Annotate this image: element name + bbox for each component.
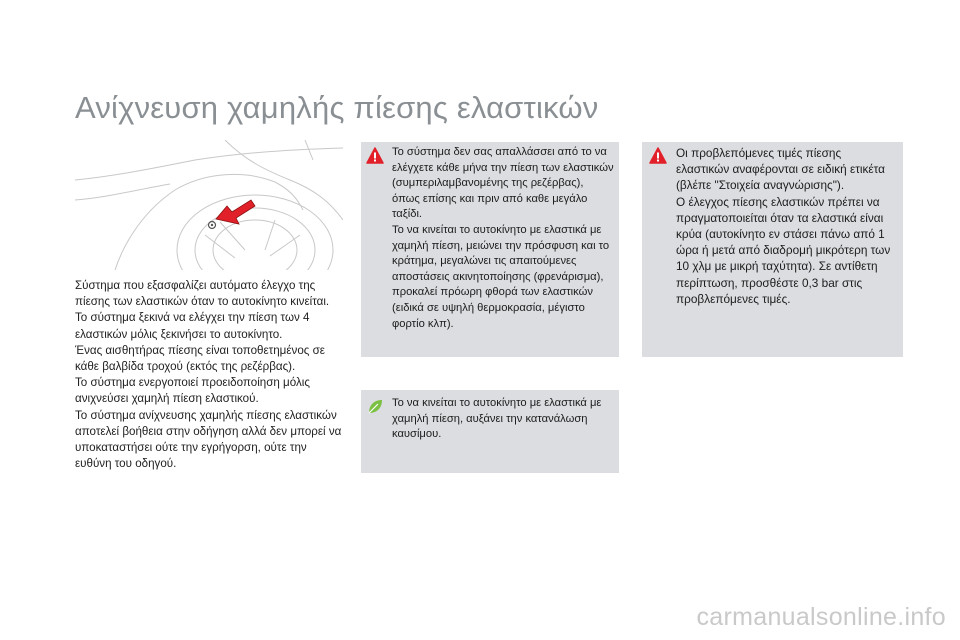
warning-exclamation-icon [366,147,384,165]
watermark: carmanualsonline.info [696,603,946,631]
intro-paragraph: Το σύστημα ενεργοποιεί προειδοποίηση μόλις ανιχνεύσει χαμηλή πίεση ελαστικού. [75,376,310,406]
warning-paragraph: Το να κινείται το αυτοκίνητο με ελαστικά με χαμηλή πίεση, μειώνει την πρόσφυση και το κράτημα, μεγαλώνει τις απαιτούμενες αποστάσεις ακινητοποίησης (φρενάρισμα), προκαλεί πρόωρη φθορά των ελαστικών (ειδικά σε υψηλή θερμοκρασία, μέγιστο φορτίο κλπ). [392,223,610,330]
eco-paragraph: Το να κινείται το αυτοκίνητο με ελαστικά με χαμηλή πίεση, αυξάνει την κατανάλωση καυσίμου. [392,397,602,441]
warning-paragraph: Ο έλεγχος πίεσης ελαστικών πρέπει να πραγματοποιείται όταν τα ελαστικά είναι κρύα (αυτοκίνητο εν στάσει πάνω από 1 ώρα ή μετά από διαδρομή μικρότερη των 10 χλμ με μικρή ταχύτητα). Σε αντίθετη περίπτωση, προσθέστε 0,3 bar στις προβλεπόμενες τιμές. [676,194,891,306]
warning-paragraph: Οι προβλεπόμενες τιμές πίεσης ελαστικών αναφέρονται σε ειδική ετικέτα (βλέπε "Στοιχεία αναγνώρισης"). [676,146,885,193]
intro-paragraph: Σύστημα που εξασφαλίζει αυτόματο έλεγχο της πίεσης των ελαστικών όταν το αυτοκίνητο κινείται. [75,279,330,309]
warning-paragraph: Το σύστημα δεν σας απαλλάσσει από το να ελέγχετε κάθε μήνα την πίεση των ελαστικών (συμπεριλαμβανομένης της ρεζέρβας), όπως επίσης και πριν από καθε μεγάλο ταξίδι. [392,146,614,221]
intro-text [75,278,345,472]
intro-paragraph: Το σύστημα ξεκινά να ελέγχει την πίεση των 4 ελαστικών μόλις ξεκινήσει το αυτοκίνητο. [75,311,310,341]
eco-leaf-icon [366,398,384,416]
warning-box-1-text [392,145,614,332]
page-title: Ανίχνευση χαμηλής πίεσης ελαστικών [75,90,599,125]
warning-exclamation-icon [649,147,667,165]
tire-valve-illustration [75,140,343,270]
intro-paragraph: Το σύστημα ανίχνευσης χαμηλής πίεσης ελαστικών αποτελεί βοήθεια στην οδήγηση αλλά δεν μπορεί να υποκαταστήσει ούτε την εγρήγορση, ούτε την ευθύνη του οδηγού. [75,408,342,471]
warning-box-2-text [676,145,891,307]
intro-paragraph: Ένας αισθητήρας πίεσης είναι τοποθετημένος σε κάθε βαλβίδα τροχού (εκτός της ρεζέρβας). [75,343,325,374]
eco-box-text [392,396,614,443]
